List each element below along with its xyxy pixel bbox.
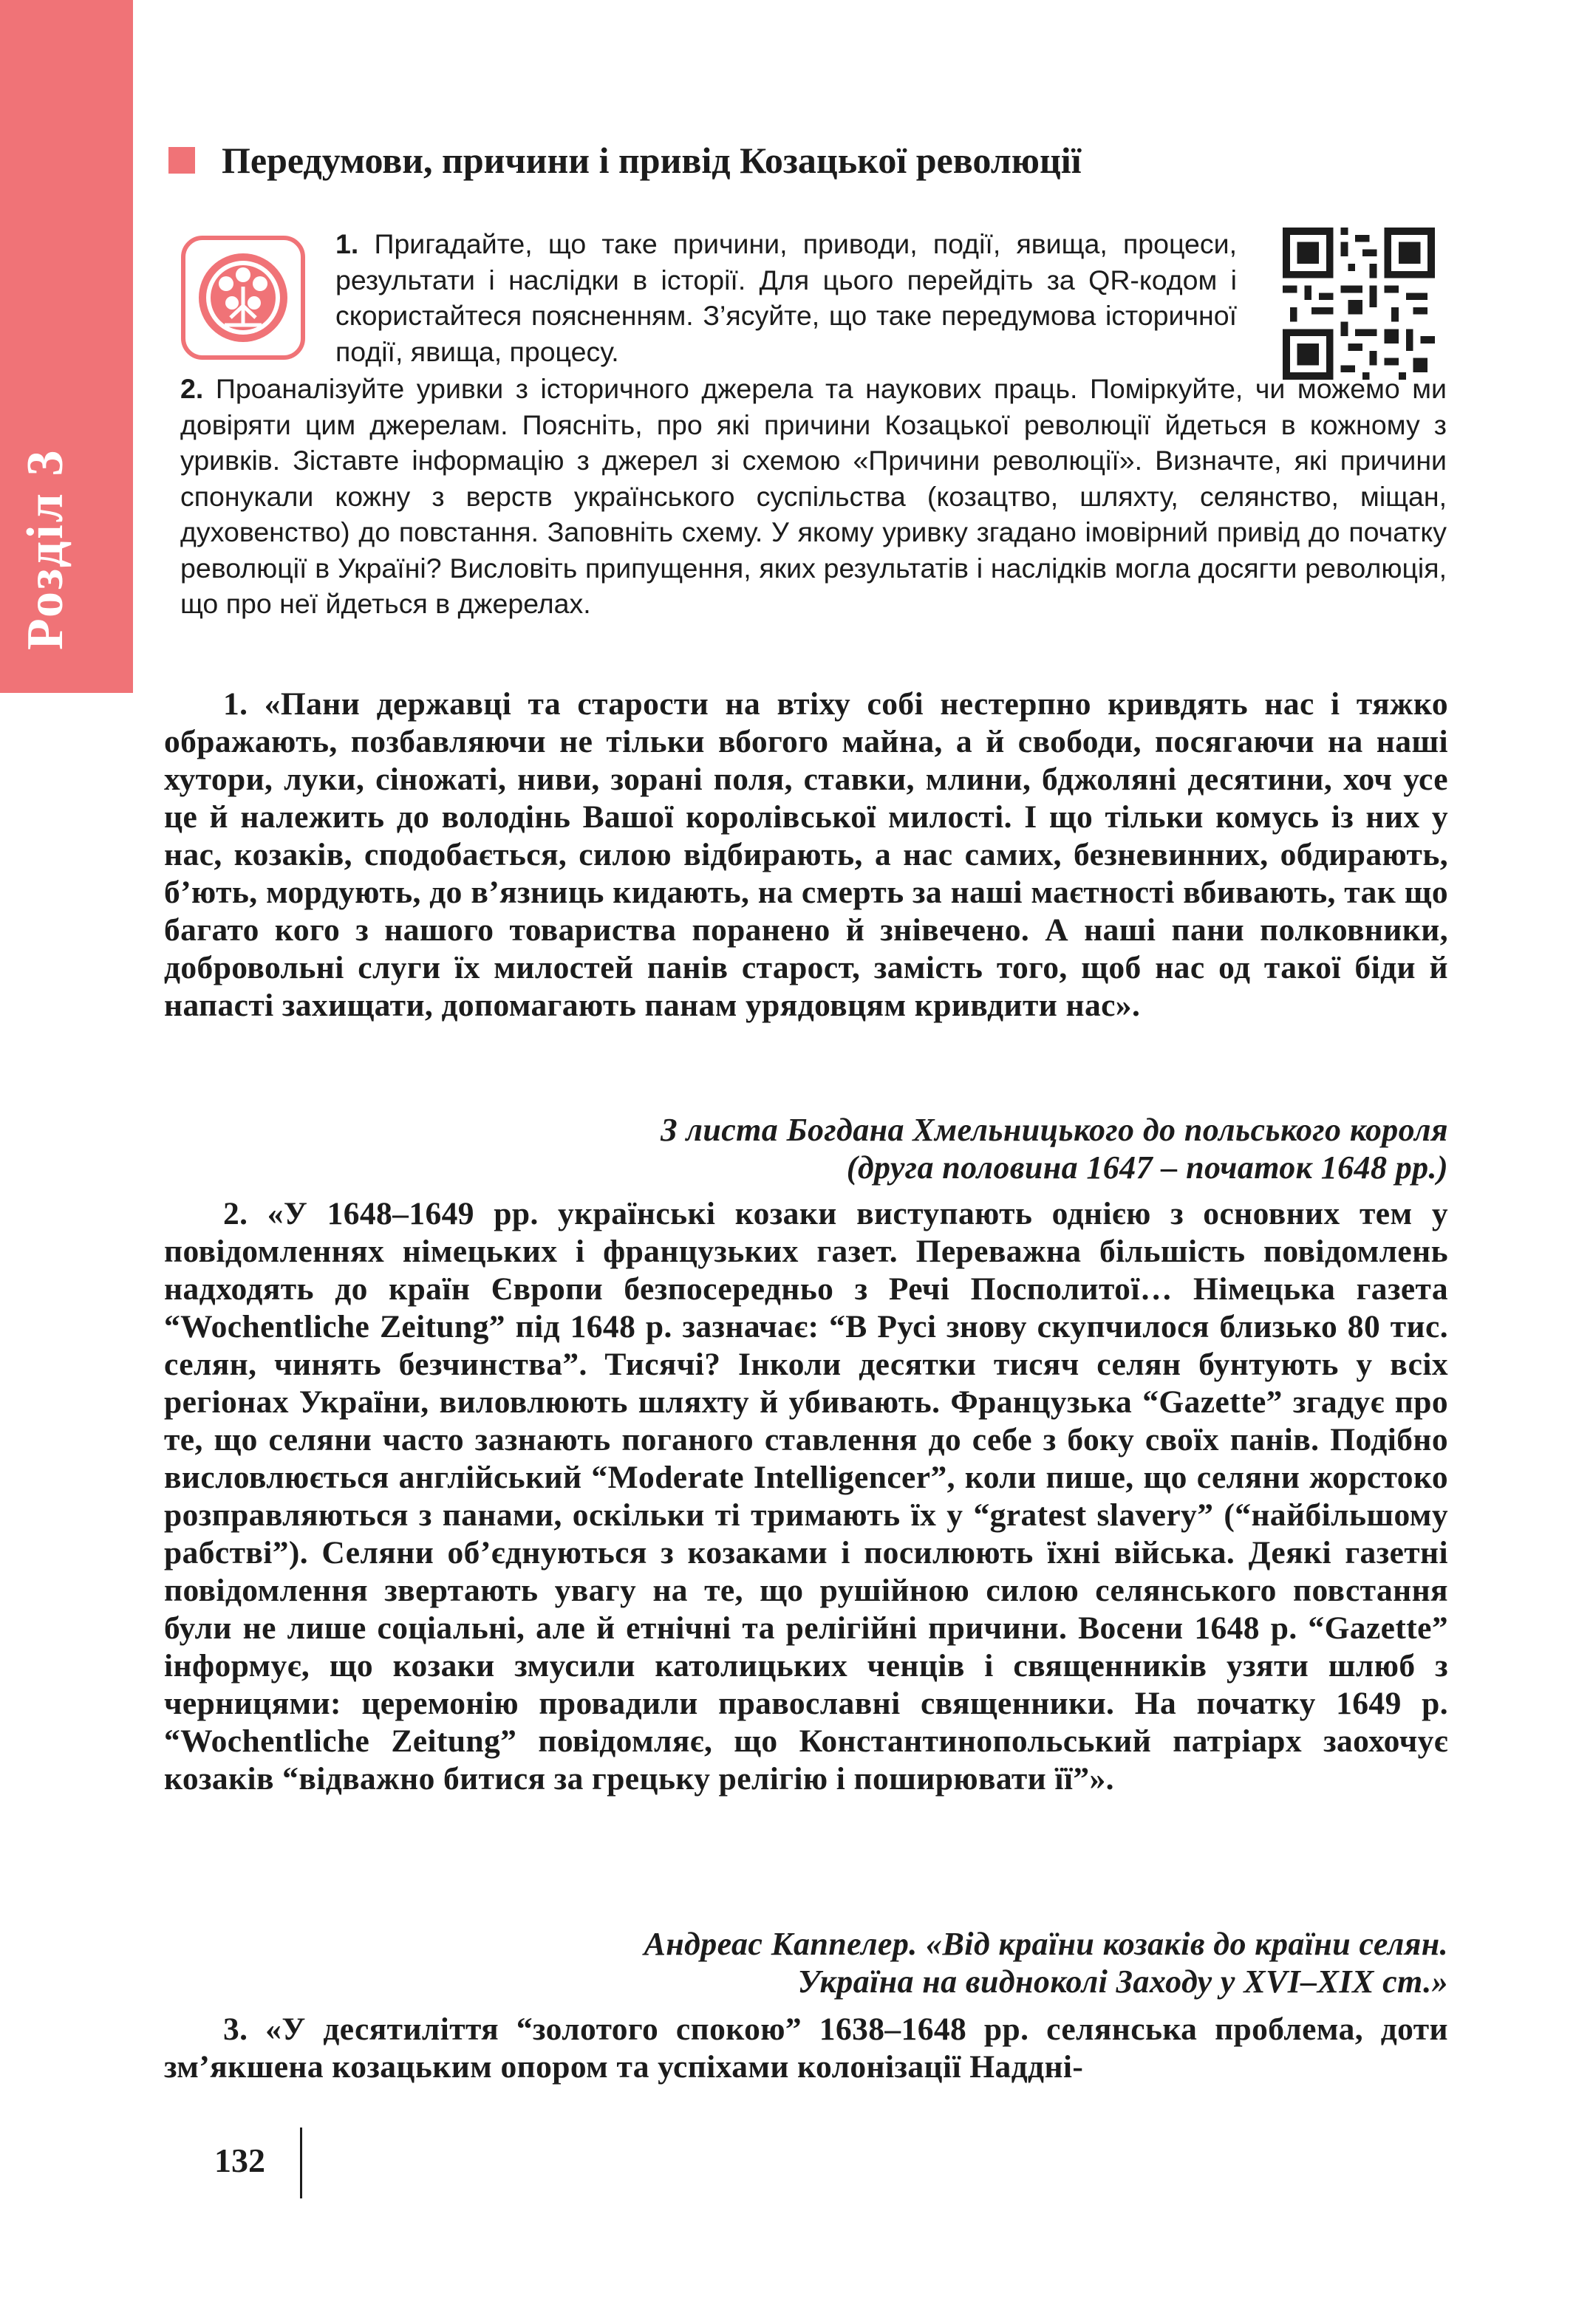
section-label: Розділ 3 bbox=[17, 448, 74, 650]
page-number: 132 bbox=[214, 2142, 265, 2179]
page-number-rule bbox=[300, 2128, 302, 2198]
heading-bullet-square bbox=[168, 147, 195, 174]
heading-title: Передумови, причини і привід Козацької революції bbox=[222, 140, 1082, 181]
excerpt-1-source bbox=[266, 1111, 1448, 1186]
task-2 bbox=[180, 371, 1447, 622]
task-2-number: 2. bbox=[180, 373, 204, 404]
section-sidebar-tab bbox=[0, 0, 133, 693]
excerpt-3: 3. «У десятиліття “золотого спокою” 1638–1648 рр. селянська проблема, доти зм’якшена козацьким опором та успіхами колонізації Наддні- bbox=[164, 2012, 1448, 2085]
task-1 bbox=[335, 226, 1237, 369]
task-1-text: Пригадайте, що таке причини, приводи, події, явища, процеси, результати і наслідки в історії. Для цього перейдіть за QR-кодом і скористайтеся поясненням. З’ясуйте, що таке передумова історичної події, явища, процесу. bbox=[335, 228, 1237, 367]
task-2-text: Проаналізуйте уривки з історичного джерела та наукових праць. Поміркуйте, чи можемо ми довіряти цим джерелам. Поясніть, про які причини Козацької революції йдеться в кожному з уривків. Зіставте інформацію з джерел зі схемою «Причини революції». Визначте, які причини спонукали кожну з верств українського суспільства (козацтво, шляхту, селянство, міщан, духовенство) до повстання. Заповніть схему. У якому уривку згадано імовірний привід до початку революції в Україні? Висловіть припущення, яких результатів і наслідків могла досягти революція, що про неї йдеться в джерелах. bbox=[180, 373, 1447, 619]
tree-circle-icon bbox=[180, 235, 306, 360]
section-heading bbox=[168, 139, 1082, 182]
excerpt-1-source-line2: (друга половина 1647 – початок 1648 рр.) bbox=[846, 1149, 1448, 1186]
excerpt-1-source-line1: З листа Богдана Хмельницького до польського короля bbox=[661, 1112, 1448, 1148]
excerpt-2-source-line1: Андреас Каппелер. «Від країни козаків до країни селян. bbox=[644, 1926, 1448, 1962]
excerpt-2-source-line2: Україна на видноколі Заходу у XVI–XIX ст.» bbox=[797, 1964, 1448, 2000]
task-1-number: 1. bbox=[335, 228, 359, 259]
excerpt-2: 2. «У 1648–1649 рр. українські козаки виступають однією з основних тем у повідомленнях німецьких і французьких газет. Переважна більшість повідомлень надходять до країн Європи безпосередньо з Речі Посполитої… Німецька газета “Wochentliche Zeitung” під 1648 р. зазначає: “В Русі знову скупчилося близько 80 тис. селян, чинять безчинства”. Тисячі? Інколи десятки тисяч селян бунтують у всіх регіонах України, виловлюють шляхту й убивають. Французька “Gazette” згадує про те, що селяни часто зазнають поганого ставлення до себе з боку своїх панів. Подібно висловлюється англійський “Moderate Intelligencer”, коли пише, що селяни жорстоко розправляються з панами, оскільки ті тримають їх у “gratest slavery” (“найбільшому рабстві”). Селяни об’єднуються з козаками і посилюють їхні війська. Деякі газетні повідомлення звертають увагу на те, що рушійною силою селянського повстання були не лише соціальні, але й етнічні та релігійні причини. Восени 1648 р. “Gazette” інформує, що козаки змусили католицьких ченців і священників узяти шлюб з черницями: церемонію провадили православні священники. На початку 1649 р. “Wochentliche Zeitung” повідомляє, що Константинопольський патріарх заохочує козаків “відважно битися за грецьку релігію і поширювати її”». bbox=[164, 1196, 1448, 1797]
excerpt-2-source bbox=[266, 1925, 1448, 2000]
excerpt-1: 1. «Пани державці та старости на втіху собі нестерпно кривдять нас і тяжко ображають, позбавляючи не тільки вбогого майна, а й свободи, посягаючи на наші хутори, луки, сіножаті, ниви, зорані поля, ставки, млини, бджоляні десятини, хоч усе це й належить до володінь Вашої королівської милості. І що тільки комусь із них у нас, козаків, сподобається, силою відбирають, а нас самих, безневинних, обдирають, б’ють, мордують, до в’язниць кидають, на смерть за наші маєтності вбивають, так що багато кого з нашого товариства поранено й знівечено. А наші пани полковники, добровольні слуги їх милостей панів старост, замість того, щоб нас од такої біди й напасті захищати, допомагають панам урядовцям кривдити нас». bbox=[164, 686, 1448, 1023]
qr-code-icon[interactable] bbox=[1283, 228, 1435, 380]
